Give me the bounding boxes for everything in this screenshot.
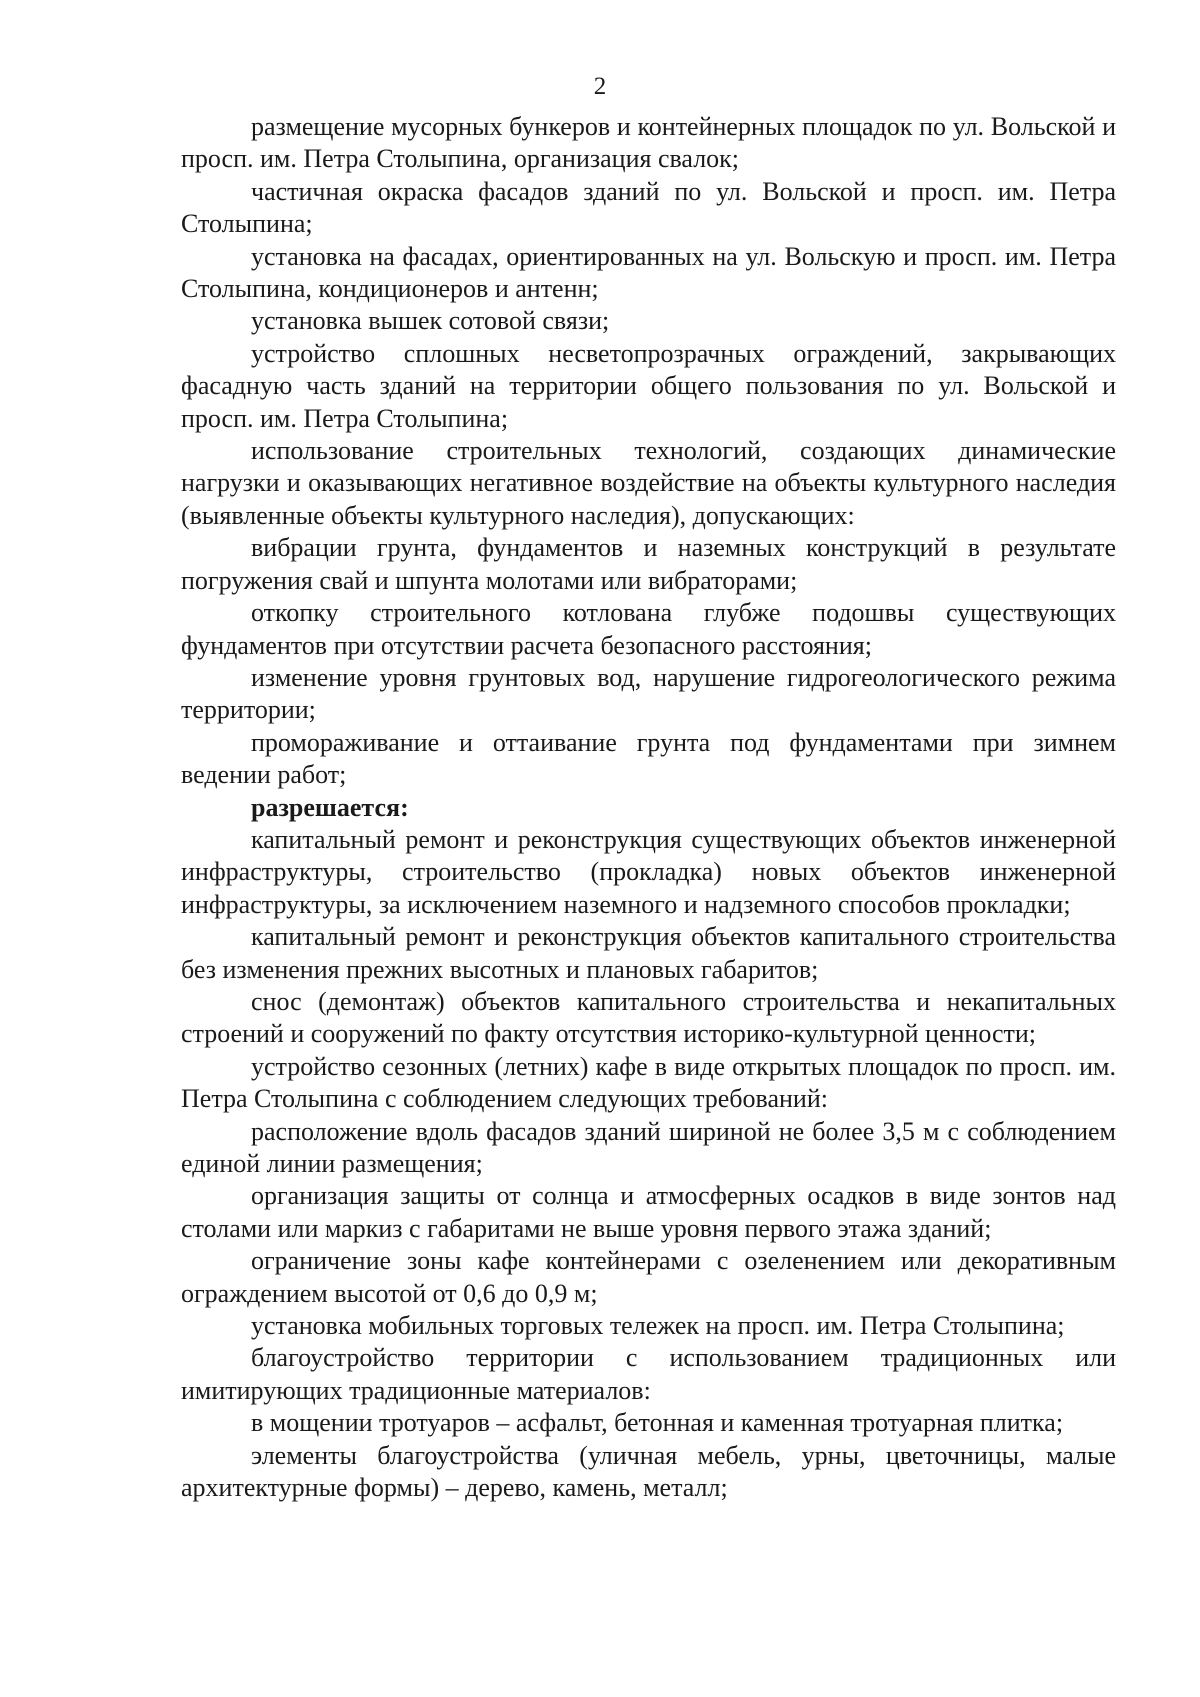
- paragraph: промораживание и оттаивание грунта под фундаментами при зимнем ведении работ;: [181, 727, 1116, 790]
- paragraph: капитальный ремонт и реконструкция существующих объектов инженерной инфраструктуры, строительство (прокладка) новых объектов инженерной инфраструктуры, за исключением наземного и надземного способов прокладки;: [181, 824, 1116, 919]
- paragraph: капитальный ремонт и реконструкция объектов капитального строительства без изменения прежних высотных и плановых габаритов;: [181, 922, 1116, 984]
- paragraph: размещение мусорных бункеров и контейнерных площадок по ул. Вольской и просп. им. Петра Столыпина, организация свалок;: [181, 112, 1116, 174]
- document-body: [181, 111, 1116, 1504]
- page-number: 2: [593, 73, 607, 100]
- paragraph: снос (демонтаж) объектов капитального строительства и некапитальных строений и сооружений по факту отсутствия историко-культурной ценности;: [181, 986, 1116, 1049]
- paragraph: организация защиты от солнца и атмосферных осадков в виде зонтов над столами или маркиз с габаритами не выше уровня первого этажа зданий;: [181, 1181, 1116, 1243]
- section-heading: разрешается:: [251, 792, 409, 822]
- paragraph: в мощении тротуаров – асфальт, бетонная и каменная тротуарная плитка;: [251, 1408, 1064, 1438]
- paragraph: расположение вдоль фасадов зданий шириной не более 3,5 м с соблюдением единой линии размещения;: [181, 1116, 1116, 1178]
- paragraph: изменение уровня грунтовых вод, нарушение гидрогеологического режима территории;: [181, 662, 1116, 725]
- paragraph: частичная окраска фасадов зданий по ул. Вольской и просп. им. Петра Столыпина;: [181, 176, 1116, 239]
- paragraph: откопку строительного котлована глубже подошвы существующих фундаментов при отсутствии расчета безопасного расстояния;: [181, 598, 1116, 660]
- paragraph: использование строительных технологий, создающих динамические нагрузки и оказывающих негативное воздействие на объекты культурного наследия (выявленные объекты культурного наследия), допускающих:: [181, 436, 1116, 530]
- paragraph: ограничение зоны кафе контейнерами с озеленением или декоративным ограждением высотой от 0,6 до 0,9 м;: [181, 1246, 1116, 1308]
- paragraph: устройство сплошных несветопрозрачных ограждений, закрывающих фасадную часть зданий на территории общего пользования по ул. Вольской и просп. им. Петра Столыпина;: [181, 338, 1116, 433]
- paragraph: вибрации грунта, фундаментов и наземных конструкций в результате погружения свай и шпунта молотами или вибраторами;: [181, 533, 1116, 595]
- paragraph: элементы благоустройства (уличная мебель, урны, цветочницы, малые архитектурные формы) – дерево, камень, металл;: [181, 1440, 1116, 1503]
- paragraph: установка на фасадах, ориентированных на ул. Вольскую и просп. им. Петра Столыпина, кондиционеров и антенн;: [181, 241, 1116, 304]
- paragraph: благоустройство территории с использованием традиционных или имитирующих традиционные материалов:: [181, 1343, 1116, 1405]
- paragraph: установка вышек сотовой связи;: [251, 306, 610, 336]
- paragraph: установка мобильных торговых тележек на просп. им. Петра Столыпина;: [251, 1311, 1065, 1341]
- paragraph: устройство сезонных (летних) кафе в виде открытых площадок по просп. им. Петра Столыпина с соблюдением следующих требований:: [181, 1051, 1116, 1114]
